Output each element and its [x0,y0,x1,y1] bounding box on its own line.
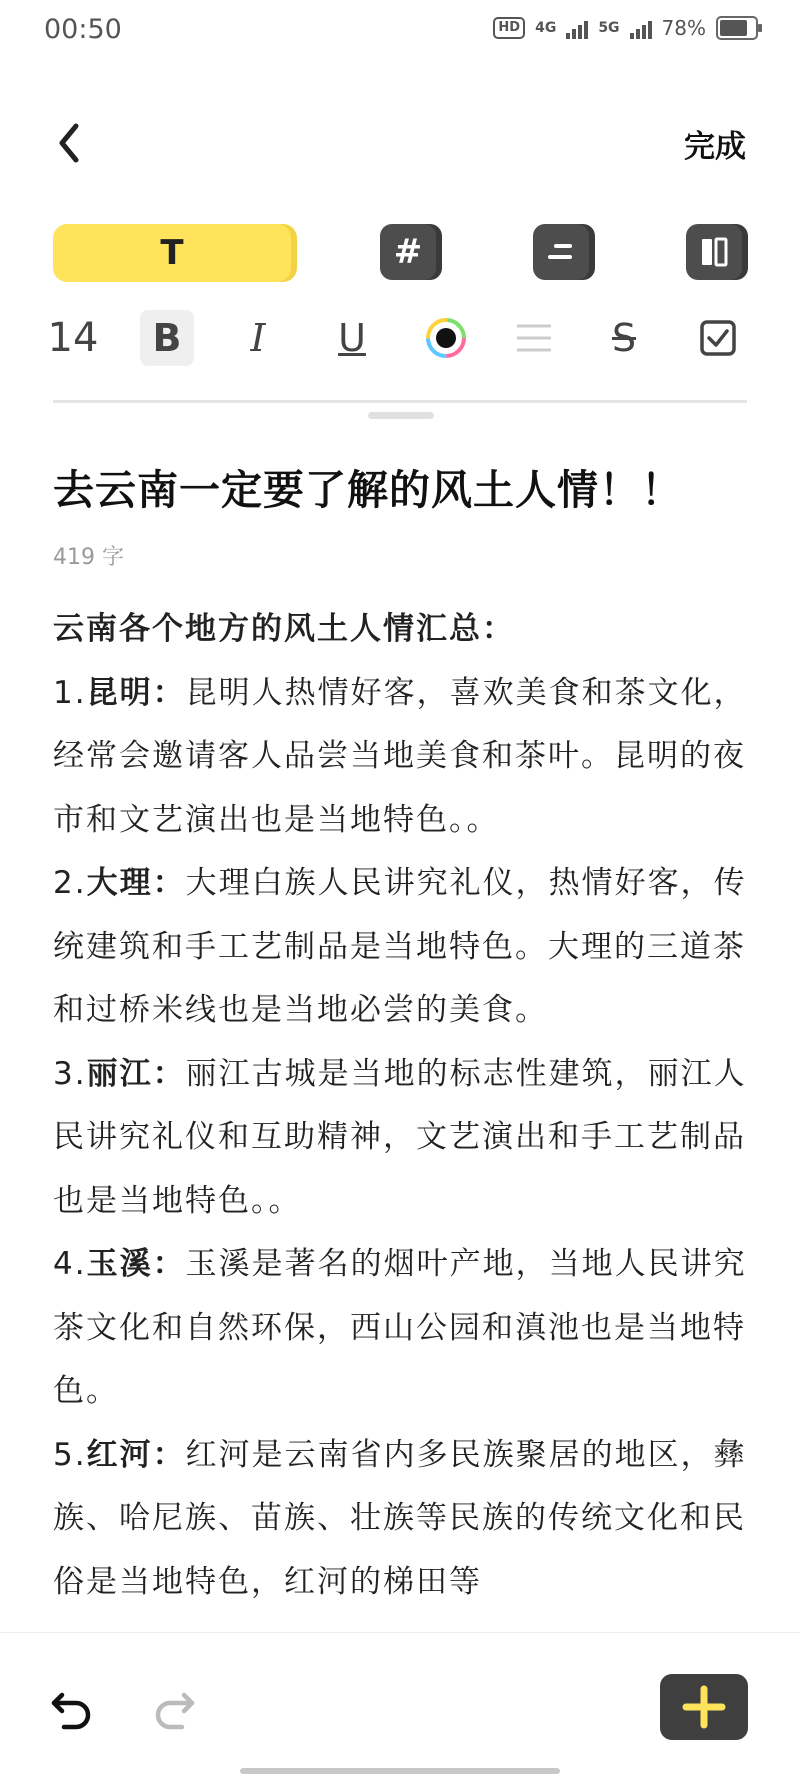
item-place: 玉溪： [86,1246,186,1282]
item-number: 1. [53,674,87,711]
list-item [53,852,753,1043]
item-place: 红河： [86,1436,186,1473]
word-count: 419 字 [53,545,124,570]
item-place: 昆明： [86,674,186,711]
tab-text[interactable]: T [53,224,291,282]
list-tab-icon [546,240,576,264]
item-text: 玉溪是著名的烟叶产地，当地人民讲究茶文化和自然环保，西山公园和滇池也是当地特色。 [53,1246,747,1409]
toolbar-divider [53,400,747,403]
done-button[interactable]: 完成 [684,129,746,165]
item-place: 大理： [86,865,186,901]
item-text: 红河是云南省内多民族聚居的地区，彝族、哈尼族、苗族、壮族等民族的传统文化和民俗是当地特色，红河的梯田等 [53,1436,747,1600]
signal-icon [630,17,652,39]
list-item [53,1424,753,1615]
list-item [53,1043,753,1234]
signal-icon [566,17,588,39]
network-4g-label: 4G [535,20,557,36]
item-number: 2. [53,865,87,901]
content-fade [0,1600,800,1636]
chevron-left-icon [52,118,92,168]
underline-button[interactable]: U [338,316,366,360]
status-icons [493,16,758,40]
align-icon [515,323,553,353]
tab-list[interactable] [533,224,589,280]
color-picker-icon [425,317,467,359]
strikethrough-button[interactable]: S [611,316,637,360]
item-number: 5. [53,1436,87,1473]
item-text: 昆明人热情好客，喜欢美食和茶文化，经常会邀请客人品尝当地美食和茶叶。昆明的夜市和文艺演出也是当地特色。。 [53,674,747,838]
network-5g-label: 5G [598,20,620,36]
list-item [53,1233,753,1424]
intro-heading: 云南各个地方的风土人情汇总： [53,611,515,647]
item-text: 丽江古城是当地的标志性建筑，丽江人民讲究礼仪和互助精神，文艺演出和手工艺制品也是当地特色。。 [53,1055,747,1219]
italic-button[interactable]: I [250,316,266,360]
status-time: 00:50 [44,14,122,45]
home-indicator[interactable] [240,1768,560,1774]
color-button[interactable] [422,310,470,366]
note-intro [53,598,753,662]
checkbox-icon [699,319,737,357]
checkbox-button[interactable] [698,310,738,366]
redo-icon [150,1683,198,1731]
list-item [53,662,753,853]
tab-hashtag[interactable] [380,224,436,280]
drag-handle[interactable] [368,412,434,419]
plus-icon [682,1685,726,1729]
align-button[interactable] [514,310,554,366]
hashtag-tab-icon: # [393,232,423,272]
item-number: 3. [53,1055,87,1092]
hd-badge: HD [493,17,525,39]
battery-icon [716,16,758,40]
item-place: 丽江： [86,1055,186,1092]
font-size-button[interactable]: 14 [47,315,99,361]
add-button[interactable] [660,1674,748,1740]
battery-percent: 78% [661,16,706,40]
undo-button[interactable] [48,1683,96,1731]
back-button[interactable] [52,118,92,168]
layout-tab-icon [699,235,729,269]
item-number: 4. [53,1246,87,1282]
redo-button[interactable] [150,1683,198,1731]
note-body[interactable] [53,598,753,1614]
item-text: 大理白族人民讲究礼仪，热情好客，传统建筑和手工艺制品是当地特色。大理的三道茶和过桥米线也是当地必尝的美食。 [53,865,747,1028]
undo-icon [48,1683,96,1731]
bold-button[interactable]: B [140,310,194,366]
tab-layout[interactable] [686,224,742,280]
note-title[interactable]: 去云南一定要了解的风土人情！！ [53,466,683,514]
